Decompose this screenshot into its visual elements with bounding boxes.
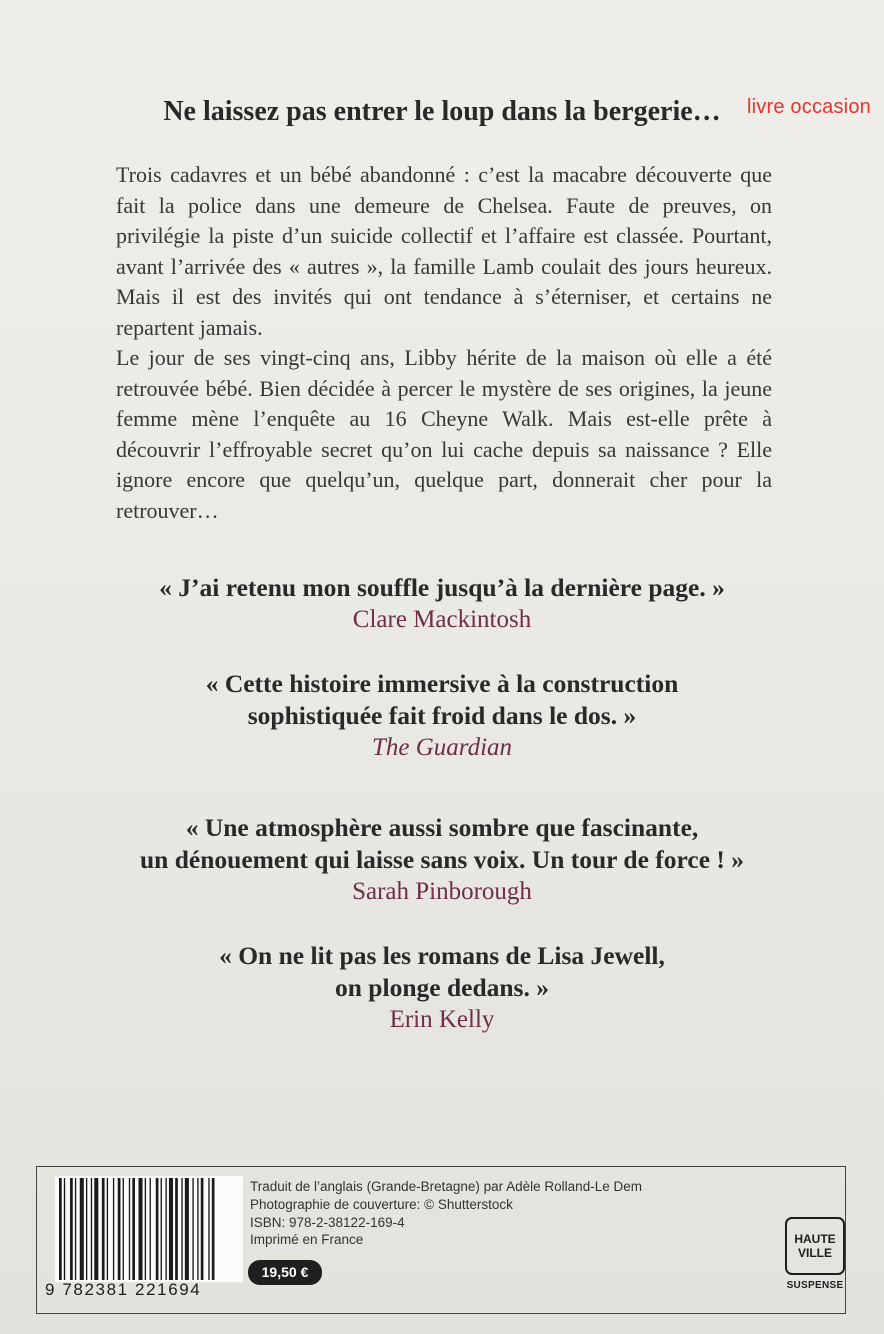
quote-text: « J’ai retenu mon souffle jusqu’à la dernière page. » — [159, 573, 725, 602]
price-badge: 19,50 € — [248, 1260, 322, 1285]
translation-credit: Traduit de l’anglais (Grande-Bretagne) par Adèle Rolland-Le Dem — [250, 1179, 642, 1194]
quote-text: « Cette histoire immersive à la construction sophistiquée fait froid dans le dos. » — [205, 669, 679, 730]
barcode-bars-icon — [55, 1176, 243, 1282]
barcode — [55, 1176, 243, 1282]
watermark-text: livre occasion — [747, 96, 871, 118]
publisher-logo-line1: HAUTE — [794, 1232, 836, 1246]
review-quote-4 — [0, 940, 884, 1036]
synopsis-paragraph-1: Trois cadavres et un bébé abandonné : c’est la macabre découverte que fait la police dans une demeure de Chelsea. Faute de preuves, on privilégie la piste d’un suicide collectif et l’affaire est classée. Pourtant, avant l’arrivée des « autres », la famille Lamb coulait des jours heureux. Mais il est des invités qui ont tendance à s’éterniser, et certains ne repartent jamais. — [116, 162, 772, 340]
publisher-imprint: SUSPENSE — [786, 1280, 844, 1291]
quote-text: « On ne lit pas les romans de Lisa Jewell, on plonge dedans. » — [219, 941, 665, 1002]
quote-author: Sarah Pinborough — [352, 878, 532, 905]
isbn: ISBN: 978-2-38122-169-4 — [250, 1214, 405, 1230]
barcode-number: 9 782381 221694 — [45, 1280, 202, 1299]
review-quote-3 — [0, 812, 884, 908]
quote-author: The Guardian — [371, 734, 513, 761]
photo-credit: Photographie de couverture: © Shutterstock — [250, 1196, 513, 1212]
publisher-logo — [785, 1217, 845, 1275]
synopsis — [116, 160, 772, 526]
quote-author: Clare Mackintosh — [352, 606, 532, 633]
tagline-headline: Ne laissez pas entrer le loup dans la bergerie… — [163, 96, 721, 127]
review-quote-2 — [0, 668, 884, 764]
publisher-logo-line2: VILLE — [797, 1246, 832, 1260]
synopsis-paragraph-2: Le jour de ses vingt-cinq ans, Libby hérite de la maison où elle a été retrouvée bébé. Bien décidée à percer le mystère de ses origines, la jeune femme mène l’enquête au 16 Cheyne Walk. Mais est-elle prête à découvrir l’effroyable secret qu’on lui cache depuis sa naissance ? Elle ignore encore que quelqu’un, quelque part, donnerait cher pour la retrouver… — [116, 345, 772, 523]
credits — [250, 1178, 642, 1249]
review-quote-1 — [0, 572, 884, 636]
quote-text: « Une atmosphère aussi sombre que fascinante, un dénouement qui laisse sans voix. Un tour de force ! » — [139, 813, 745, 874]
printed-in: Imprimé en France — [250, 1232, 364, 1248]
quote-author: Erin Kelly — [389, 1006, 495, 1033]
